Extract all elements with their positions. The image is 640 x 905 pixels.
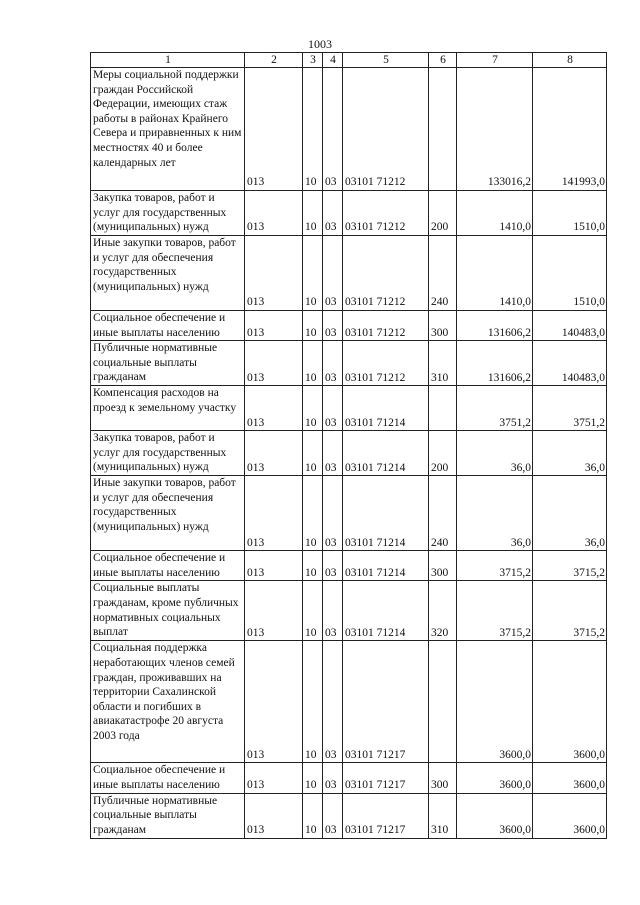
row-amount-1: 1410,0 xyxy=(457,236,533,311)
row-name: Публичные нормативные социальные выплаты гражданам xyxy=(91,793,245,838)
row-amount-2: 36,0 xyxy=(533,431,607,476)
row-name: Иные закупки товаров, работ и услуг для обеспечения государственных (муниципальных) нужд xyxy=(91,476,245,551)
table-row xyxy=(91,763,607,793)
row-subsection-code: 03 xyxy=(323,311,343,341)
row-name: Компенсация расходов на проезд к земельному участку xyxy=(91,386,245,431)
row-amount-1: 36,0 xyxy=(457,476,533,551)
row-expense-type: 200 xyxy=(429,191,457,236)
row-expense-type: 300 xyxy=(429,551,457,581)
row-ministry-code: 013 xyxy=(245,641,303,763)
table-row xyxy=(91,236,607,311)
row-amount-1: 3600,0 xyxy=(457,793,533,838)
header-col-1: 1 xyxy=(91,53,245,68)
table-row xyxy=(91,191,607,236)
row-section-code: 10 xyxy=(303,641,323,763)
row-subsection-code: 03 xyxy=(323,641,343,763)
header-col-3: 3 xyxy=(303,53,323,68)
row-amount-2: 140483,0 xyxy=(533,311,607,341)
row-section-code: 10 xyxy=(303,386,323,431)
row-target-code: 03101 71214 xyxy=(343,581,429,641)
row-ministry-code: 013 xyxy=(245,763,303,793)
row-amount-2: 1510,0 xyxy=(533,236,607,311)
row-amount-2: 3600,0 xyxy=(533,763,607,793)
header-col-4: 4 xyxy=(323,53,343,68)
table-row xyxy=(91,793,607,838)
row-amount-1: 36,0 xyxy=(457,431,533,476)
row-amount-1: 131606,2 xyxy=(457,341,533,386)
table-row xyxy=(91,311,607,341)
row-ministry-code: 013 xyxy=(245,311,303,341)
header-col-8: 8 xyxy=(533,53,607,68)
row-subsection-code: 03 xyxy=(323,341,343,386)
header-col-5: 5 xyxy=(343,53,429,68)
row-expense-type xyxy=(429,68,457,191)
row-amount-2: 36,0 xyxy=(533,476,607,551)
page-number: 1003 xyxy=(308,37,332,51)
row-ministry-code: 013 xyxy=(245,386,303,431)
row-section-code: 10 xyxy=(303,581,323,641)
row-expense-type: 320 xyxy=(429,581,457,641)
row-section-code: 10 xyxy=(303,793,323,838)
table-row xyxy=(91,341,607,386)
row-amount-1: 3600,0 xyxy=(457,763,533,793)
row-target-code: 03101 71217 xyxy=(343,793,429,838)
row-subsection-code: 03 xyxy=(323,793,343,838)
row-expense-type: 310 xyxy=(429,793,457,838)
row-amount-2: 3600,0 xyxy=(533,641,607,763)
header-col-6: 6 xyxy=(429,53,457,68)
table-row xyxy=(91,476,607,551)
row-expense-type: 310 xyxy=(429,341,457,386)
row-amount-2: 140483,0 xyxy=(533,341,607,386)
row-section-code: 10 xyxy=(303,763,323,793)
row-name: Социальная поддержка неработающих членов семей граждан, проживавших на территории Сахалинской области и погибших в авиакатастрофе 20 августа 2003 года xyxy=(91,641,245,763)
row-ministry-code: 013 xyxy=(245,341,303,386)
row-expense-type: 240 xyxy=(429,236,457,311)
row-target-code: 03101 71212 xyxy=(343,236,429,311)
table-row xyxy=(91,551,607,581)
row-section-code: 10 xyxy=(303,551,323,581)
row-ministry-code: 013 xyxy=(245,236,303,311)
row-target-code: 03101 71212 xyxy=(343,68,429,191)
row-section-code: 10 xyxy=(303,68,323,191)
row-target-code: 03101 71214 xyxy=(343,476,429,551)
row-subsection-code: 03 xyxy=(323,476,343,551)
row-ministry-code: 013 xyxy=(245,68,303,191)
table-row xyxy=(91,386,607,431)
row-subsection-code: 03 xyxy=(323,386,343,431)
row-target-code: 03101 71214 xyxy=(343,431,429,476)
row-amount-2: 3715,2 xyxy=(533,581,607,641)
table-row xyxy=(91,581,607,641)
row-expense-type: 240 xyxy=(429,476,457,551)
row-target-code: 03101 71217 xyxy=(343,641,429,763)
row-ministry-code: 013 xyxy=(245,476,303,551)
row-name: Меры социальной поддержки граждан Российской Федерации, имеющих стаж работы в районах Крайнего Севера и приравненных к ним местностях 40 и более календарных лет xyxy=(91,68,245,191)
row-section-code: 10 xyxy=(303,431,323,476)
row-subsection-code: 03 xyxy=(323,551,343,581)
row-section-code: 10 xyxy=(303,476,323,551)
row-amount-2: 1510,0 xyxy=(533,191,607,236)
row-amount-2: 3600,0 xyxy=(533,793,607,838)
row-amount-1: 1410,0 xyxy=(457,191,533,236)
table-row xyxy=(91,68,607,191)
header-col-7: 7 xyxy=(457,53,533,68)
row-target-code: 03101 71212 xyxy=(343,341,429,386)
row-subsection-code: 03 xyxy=(323,191,343,236)
row-ministry-code: 013 xyxy=(245,793,303,838)
row-target-code: 03101 71217 xyxy=(343,763,429,793)
row-amount-1: 3715,2 xyxy=(457,551,533,581)
row-expense-type: 300 xyxy=(429,763,457,793)
row-section-code: 10 xyxy=(303,236,323,311)
row-name: Закупка товаров, работ и услуг для государственных (муниципальных) нужд xyxy=(91,191,245,236)
header-col-2: 2 xyxy=(245,53,303,68)
row-section-code: 10 xyxy=(303,191,323,236)
row-name: Социальное обеспечение и иные выплаты населению xyxy=(91,311,245,341)
row-name: Публичные нормативные социальные выплаты гражданам xyxy=(91,341,245,386)
row-amount-1: 3715,2 xyxy=(457,581,533,641)
row-target-code: 03101 71212 xyxy=(343,311,429,341)
row-amount-1: 3600,0 xyxy=(457,641,533,763)
budget-table xyxy=(90,52,607,839)
row-amount-2: 3751,2 xyxy=(533,386,607,431)
row-subsection-code: 03 xyxy=(323,68,343,191)
row-target-code: 03101 71212 xyxy=(343,191,429,236)
row-amount-1: 133016,2 xyxy=(457,68,533,191)
table-header-row xyxy=(91,53,607,68)
row-target-code: 03101 71214 xyxy=(343,551,429,581)
row-name: Социальное обеспечение и иные выплаты населению xyxy=(91,551,245,581)
row-expense-type: 200 xyxy=(429,431,457,476)
row-subsection-code: 03 xyxy=(323,236,343,311)
row-ministry-code: 013 xyxy=(245,581,303,641)
row-subsection-code: 03 xyxy=(323,581,343,641)
row-ministry-code: 013 xyxy=(245,551,303,581)
row-subsection-code: 03 xyxy=(323,431,343,476)
row-expense-type xyxy=(429,641,457,763)
row-section-code: 10 xyxy=(303,311,323,341)
row-amount-2: 3715,2 xyxy=(533,551,607,581)
row-amount-2: 141993,0 xyxy=(533,68,607,191)
row-expense-type: 300 xyxy=(429,311,457,341)
row-ministry-code: 013 xyxy=(245,431,303,476)
row-target-code: 03101 71214 xyxy=(343,386,429,431)
row-name: Закупка товаров, работ и услуг для государственных (муниципальных) нужд xyxy=(91,431,245,476)
table-row xyxy=(91,641,607,763)
row-subsection-code: 03 xyxy=(323,763,343,793)
row-name: Иные закупки товаров, работ и услуг для обеспечения государственных (муниципальных) нужд xyxy=(91,236,245,311)
table-row xyxy=(91,431,607,476)
row-name: Социальные выплаты гражданам, кроме публичных нормативных социальных выплат xyxy=(91,581,245,641)
row-section-code: 10 xyxy=(303,341,323,386)
row-ministry-code: 013 xyxy=(245,191,303,236)
row-amount-1: 3751,2 xyxy=(457,386,533,431)
row-expense-type xyxy=(429,386,457,431)
row-amount-1: 131606,2 xyxy=(457,311,533,341)
row-name: Социальное обеспечение и иные выплаты населению xyxy=(91,763,245,793)
